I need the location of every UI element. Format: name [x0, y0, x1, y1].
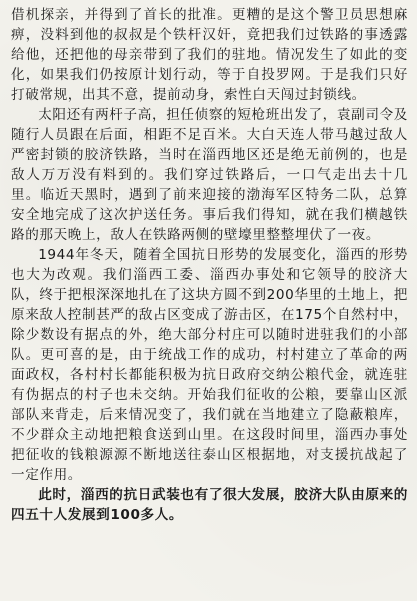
paragraph-2: 太阳还有两杆子高，担任侦察的短枪班出发了，袁副司令及随行人员跟在后面，相距不足百米。大白天连人带马越过敌人严密封锁的胶济铁路，当时在淄西地区还是绝无前例的，也是敌人万万没有料到的。我们穿过铁路后，一口气走出去十几里。临近天黑时，遇到了前来迎接的渤海军区特务二队，总算安全地完成了这次护送任务。事后我们得知，就在我们横越铁路的那天晚上，敌人在铁路两侧的壁壕里整整埋伏了一夜。: [11, 107, 408, 243]
paragraph-4: 此时，淄西的抗日武装也有了很大发展，胶济大队由原来的四五十人发展到100多人。: [11, 487, 408, 523]
paragraph-3: 1944年冬天，随着全国抗日形势的发展变化，淄西的形势也大为改观。我们淄西工委、淄西办事处和它领导的胶济大队，终于把根深深地扎在了这块方圆不到200华里的土地上，把原来敌人控制甚严的敌占区变成了游击区，在175个自然村中，除少数设有据点的外，绝大部分村庄可以随时进驻我们的小部队。更可喜的是，由于统战工作的成功，村村建立了革命的两面政权，各村村长都能积极为抗日政府交纳公粮代金，就连驻有伪据点的村子也未交纳。开始我们征收的公粮，要靠山区派部队来背走，后来情况变了，我们就在当地建立了隐蔽粮库，不少群众主动地把粮食送到山里。在这段时间里，淄西办事处把征收的钱粮源源不断地送往泰山区根据地，对支援抗战起了一定作用。: [11, 247, 408, 483]
paragraph-1: 借机探亲，并得到了首长的批准。更糟的是这个警卫员思想麻痹，没料到他的叔叔是个铁杆汉奸，竟把我们过铁路的事透露给他，还把他的母亲带到了我们的驻地。情况发生了如此的变化，如果我们仍按原计划行动，等于自投罗网。于是我们只好打破常规，出其不意，提前动身，索性白天闯过封锁线。: [11, 7, 408, 103]
